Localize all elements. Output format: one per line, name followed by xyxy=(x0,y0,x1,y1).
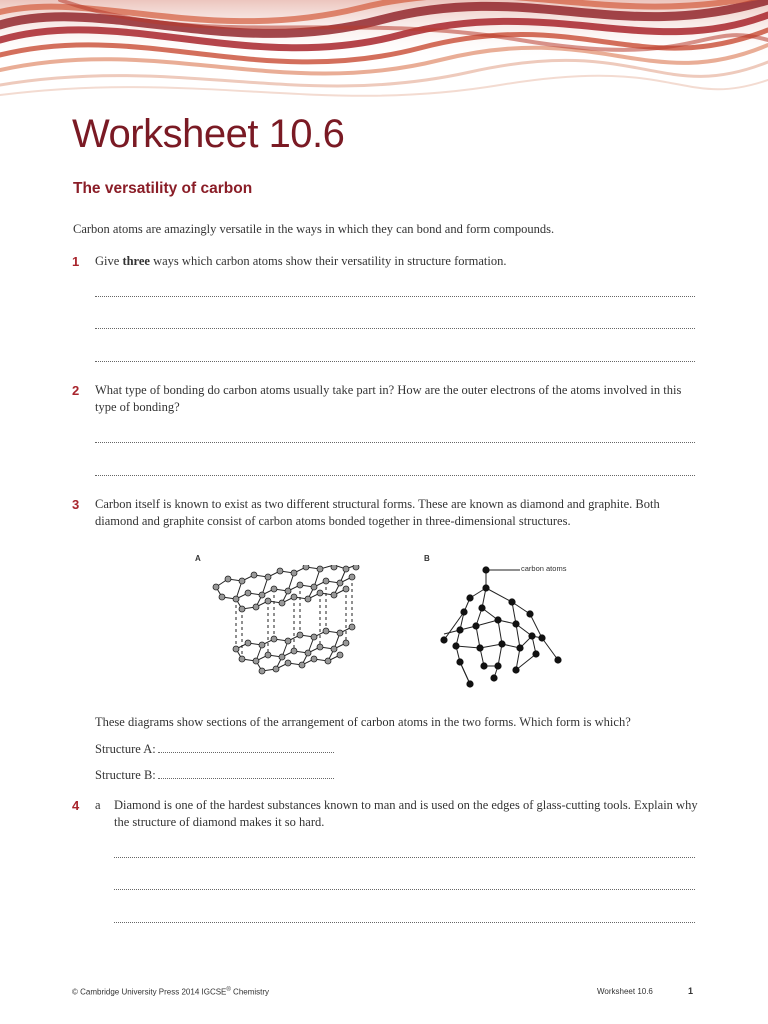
answer-line[interactable] xyxy=(114,922,695,923)
diagram-b-label: B xyxy=(424,554,430,563)
question-3-number: 3 xyxy=(72,497,80,512)
header-banner-graphic xyxy=(0,0,768,120)
intro-text: Carbon atoms are amazingly versatile in the ways in which they can bond and form compounds. xyxy=(73,222,555,236)
structure-b-answer: Structure B: xyxy=(95,766,705,784)
page-title: Worksheet 10.6 xyxy=(72,112,345,156)
question-3-text: Carbon itself is known to exist as two different structural forms. These are known as diamond and graphite. Both diamond and graphite consist of carbon atoms bonded together in three-dimensional structures. xyxy=(95,497,660,528)
question-4a-text: Diamond is one of the hardest substances known to man and is used on the edges of glass-cutting tools. Explain why the structure of diamond makes it so hard. xyxy=(114,798,698,829)
structure-a-field[interactable] xyxy=(158,740,334,753)
answer-line[interactable] xyxy=(95,475,695,476)
structure-a-answer: Structure A: xyxy=(95,740,705,758)
answer-line[interactable] xyxy=(95,442,695,443)
diamond-structure-diagram xyxy=(422,562,572,690)
question-2-text: What type of bonding do carbon atoms usually take part in? How are the outer electrons of the atoms involved in this type of bonding? xyxy=(95,383,682,414)
section-subtitle: The versatility of carbon xyxy=(73,180,253,197)
structure-b-field[interactable] xyxy=(158,766,334,779)
answer-line[interactable] xyxy=(95,361,695,362)
graphite-structure-diagram xyxy=(210,565,370,683)
question-1-text: Give three ways which carbon atoms show their versatility in structure formation. xyxy=(95,254,507,268)
answer-line[interactable] xyxy=(114,889,695,890)
question-1-number: 1 xyxy=(72,254,80,269)
question-4-part-label: a xyxy=(95,798,101,812)
question-4-number: 4 xyxy=(72,798,80,813)
question-3-prompt: These diagrams show sections of the arrangement of carbon atoms in the two forms. Which form is which? xyxy=(95,715,631,729)
carbon-atoms-label: carbon atoms xyxy=(521,564,567,573)
answer-line[interactable] xyxy=(95,328,695,329)
answer-line[interactable] xyxy=(114,857,695,858)
question-2-number: 2 xyxy=(72,383,80,398)
answer-line[interactable] xyxy=(95,296,695,297)
footer-copyright: © Cambridge University Press 2014 IGCSE® Chemistry xyxy=(72,987,270,997)
diagram-a-label: A xyxy=(195,554,201,563)
footer-worksheet-label: Worksheet 10.6 xyxy=(597,987,653,996)
page-number: 1 xyxy=(688,986,694,996)
